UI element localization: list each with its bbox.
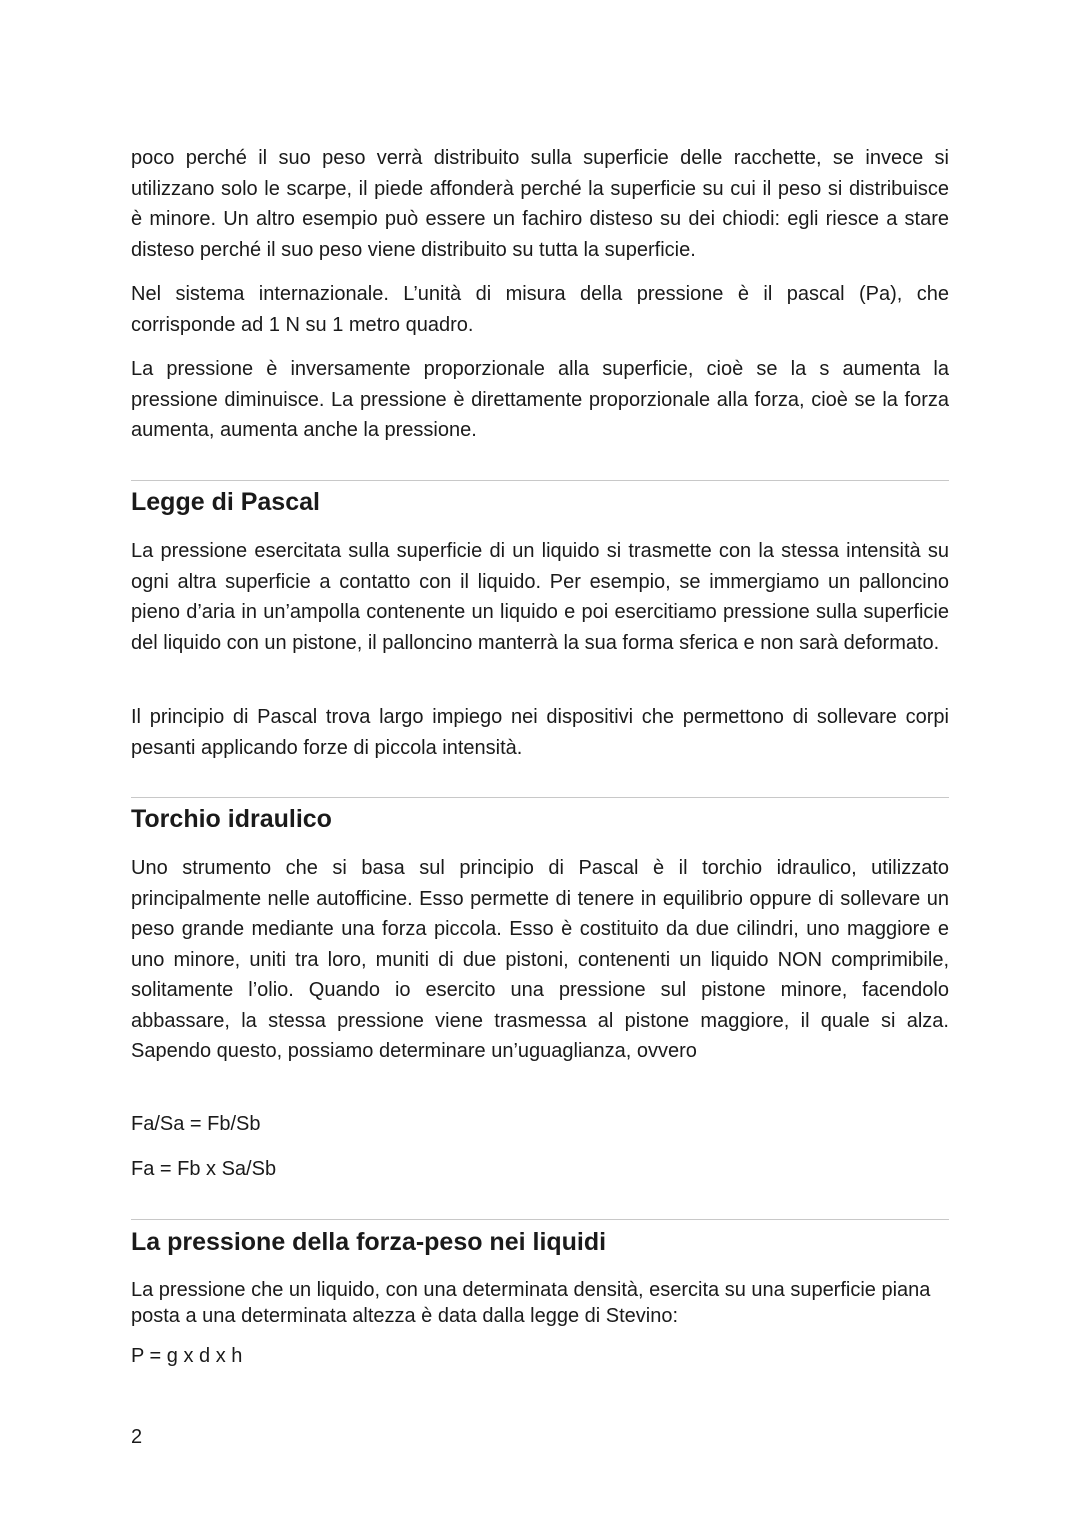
intro-paragraph-1: poco perché il suo peso verrà distribuito sulla superficie delle racchette, se invece si utilizzano solo le scarpe, il piede affonderà perché la superficie su cui il peso si distribuisce è minore. Un altro esempio può essere un fachiro disteso su dei chiodi: egli riesce a stare disteso perché il suo peso viene distribuito su tutta la superficie.	[131, 147, 949, 261]
liquidi-paragraph: La pressione che un liquido, con una determinata densità, esercita su una superficie piana posta a una determinata altezza è data dalla legge di Stevino:	[131, 1279, 931, 1327]
pascal-paragraph-2: Il principio di Pascal trova largo impiego nei dispositivi che permettono di sollevare corpi pesanti applicando forze di piccola intensità.	[131, 706, 949, 759]
intro-paragraph-3: La pressione è inversamente proporzionale alla superficie, cioè se la s aumenta la pressione diminuisce. La pressione è direttamente proporzionale alla forza, cioè se la forza aumenta, aumenta anche la pressione.	[131, 358, 949, 441]
pascal-paragraph-1: La pressione esercitata sulla superficie di un liquido si trasmette con la stessa intensità su ogni altra superficie a contatto con il liquido. Per esempio, se immergiamo un palloncino pieno d’aria in un’ampolla contenente un liquido e poi esercitiamo pressione sulla superficie del liquido con un pistone, il palloncino manterrà la sua forma sferica e non sarà deformato.	[131, 540, 949, 654]
torchio-paragraph: Uno strumento che si basa sul principio di Pascal è il torchio idraulico, utilizzato principalmente nelle autofficine. Esso permette di tenere in equilibrio oppure di sollevare un peso grande mediante una forza piccola. Esso è costituito da due cilindri, uno maggiore e uno minore, uniti tra loro, muniti di due pistoni, contenenti un liquido NON comprimibile, solitamente l’olio. Quando io esercito una pressione sul pistone minore, facendolo abbassare, la stessa pressione viene trasmessa al pistone maggiore, il quale si alza. Sapendo questo, possiamo determinare un’uguaglianza, ovvero	[131, 857, 949, 1062]
page-number: 2	[131, 1426, 143, 1448]
section-divider	[131, 1219, 949, 1220]
formula-stevino: P = g x d x h	[131, 1345, 243, 1367]
formula-fa-sa: Fa/Sa = Fb/Sb	[131, 1113, 261, 1135]
intro-paragraph-2-block	[131, 279, 949, 340]
intro-paragraph-3-block	[131, 354, 949, 446]
section-title-torchio-idraulico: Torchio idraulico	[131, 805, 332, 833]
intro-paragraph-1-block	[131, 143, 949, 265]
pascal-paragraph-2-block	[131, 702, 949, 763]
section-title-pressione-liquidi: La pressione della forza-peso nei liquidi	[131, 1228, 607, 1256]
section-title-legge-di-pascal: Legge di Pascal	[131, 488, 320, 516]
section-divider	[131, 480, 949, 481]
torchio-paragraph-block	[131, 853, 949, 1067]
section-divider	[131, 797, 949, 798]
liquidi-paragraph-block	[131, 1277, 949, 1329]
formula-fa-fb: Fa = Fb x Sa/Sb	[131, 1158, 277, 1180]
pascal-paragraph-1-block	[131, 536, 949, 658]
intro-paragraph-2: Nel sistema internazionale. L’unità di misura della pressione è il pascal (Pa), che corrisponde ad 1 N su 1 metro quadro.	[131, 283, 949, 336]
